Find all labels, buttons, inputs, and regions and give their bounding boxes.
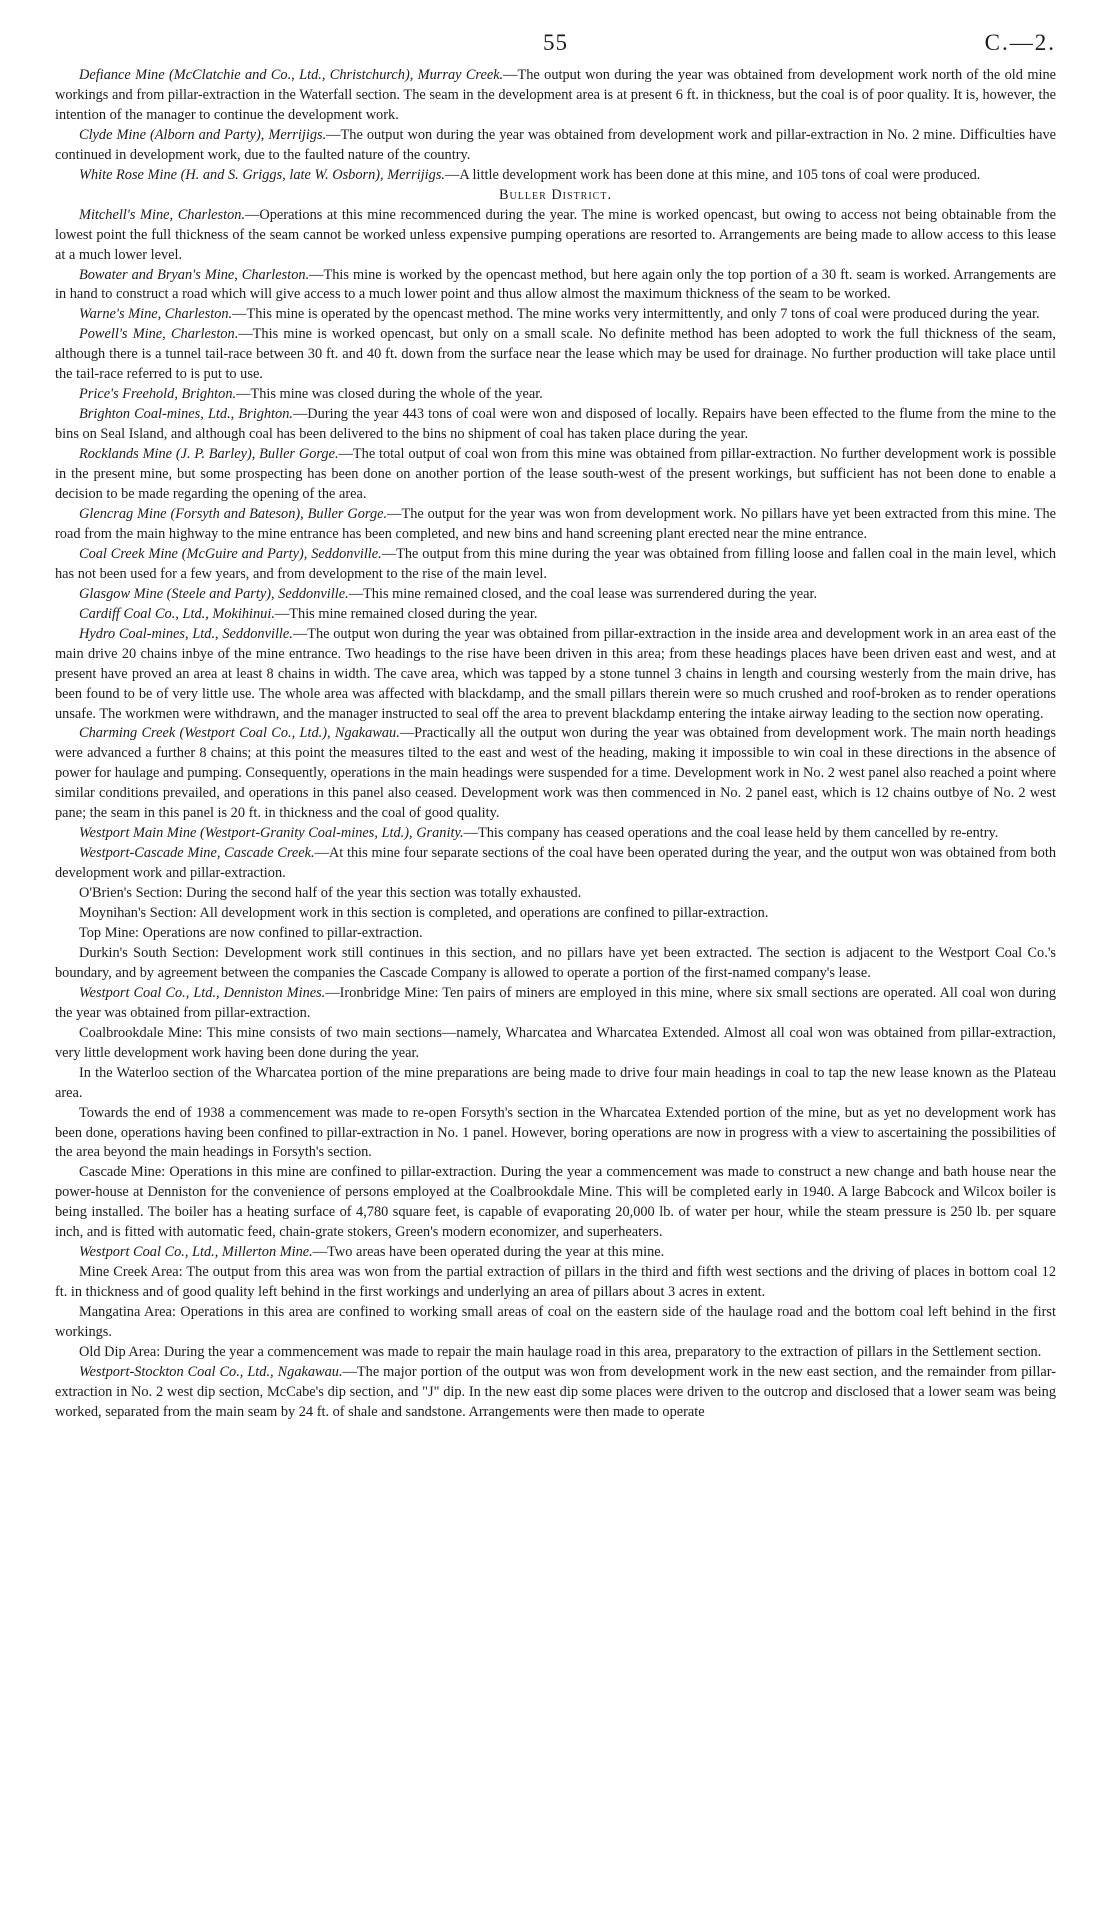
paragraph-text: —This mine remained closed, and the coal lease was surrendered during the year. — [348, 585, 818, 602]
paragraph-text: —This mine was closed during the whole of the year. — [236, 386, 543, 403]
paragraph — [55, 844, 1056, 884]
paragraph-title: Brighton Coal-mines, Ltd., Brighton. — [79, 406, 293, 423]
paragraph-text: O'Brien's Section: During the second half of the year this section was totally exhausted. — [79, 885, 582, 902]
paragraph-text: —This mine is operated by the opencast method. The mine works very intermittently, and only 7 tons of coal were produced during the year. — [232, 306, 1040, 323]
paragraph — [55, 126, 1056, 166]
paragraph-title: Rocklands Mine (J. P. Barley), Buller Gorge. — [79, 446, 339, 463]
paragraph-text: Towards the end of 1938 a commencement was made to re-open Forsyth's section in the Wharcatea Extended portion of the mine, but as yet no development work has been done, operations having been confined to pillar-extraction in No. 1 panel. However, boring operations are now in progress with a view to ascertaining the possibilities of the area beyond the main headings in Forsyth's section. — [55, 1104, 1056, 1161]
paragraph — [55, 66, 1056, 126]
paragraph-title: Clyde Mine (Alborn and Party), Merrijigs. — [79, 126, 327, 143]
paragraph-text: —This company has ceased operations and the coal lease held by them cancelled by re-entry. — [463, 825, 999, 842]
paragraph — [55, 206, 1056, 266]
paragraph — [55, 824, 1056, 844]
paragraph-text: —The output from this mine during the year was obtained from filling loose and fallen coal in the main level, which has not been used for a few years, and from development to the rise of the main level. — [55, 545, 1056, 582]
paragraph — [55, 1163, 1056, 1243]
paragraph — [55, 585, 1056, 605]
paragraph — [55, 924, 1056, 944]
paragraph-text: Mangatina Area: Operations in this area are confined to working small areas of coal on the eastern side of the haulage road and the bottom coal left behind in the first workings. — [55, 1304, 1056, 1341]
paragraph — [55, 1263, 1056, 1303]
section-heading: Buller District. — [498, 186, 613, 203]
paragraph-title: Westport Coal Co., Ltd., Millerton Mine. — [79, 1244, 313, 1261]
paragraph-title: Westport Main Mine (Westport-Granity Coal-mines, Ltd.), Granity. — [79, 825, 464, 842]
paragraph-text: —Operations at this mine recommenced during the year. The mine is worked opencast, but owing to access not being obtainable from the lowest point the full thickness of the seam cannot be worked unless expensive pumping operations are resorted to. Arrangements are being made to allow access to this lease at a much lower level. — [55, 206, 1056, 263]
paragraph-text: —This mine is worked opencast, but only on a small scale. No definite method has been adopted to work the full thickness of the seam, although there is a tunnel tail-race between 30 ft. and 40 ft. down from the surface near the lease which may be used for drainage. No further production will take place until the tail-race referred to is put to use. — [55, 326, 1057, 383]
paragraph-title: Charming Creek (Westport Coal Co., Ltd.), Ngakawau. — [79, 725, 400, 742]
paragraph-text: Coalbrookdale Mine: This mine consists of two main sections—namely, Wharcatea and Wharcatea Extended. Almost all coal won was obtained from pillar-extraction, very little development work having been done during the year. — [55, 1024, 1056, 1061]
paragraph — [55, 445, 1056, 505]
paragraph — [55, 944, 1056, 984]
paragraph-title: Coal Creek Mine (McGuire and Party), Seddonville. — [79, 545, 382, 562]
paragraph-text: —The output won during the year was obtained from development work north of the old mine workings and from pillar-extraction in the Waterfall section. The seam in the development area is at present 6 ft. in thickness, but the coal is of poor quality. It is, however, the intention of the manager to continue the development work. — [55, 67, 1057, 123]
paragraph-text: —During the year 443 tons of coal were won and disposed of locally. Repairs have been effected to the flume from the mine to the bins on Seal Island, and although coal has been delivered to the bins no shipment of coal has taken place during the year. — [55, 406, 1056, 443]
paragraph — [55, 166, 1056, 186]
paragraph-text: —The total output of coal won from this mine was obtained from pillar-extraction. No further development work is possible in the present mine, but some prospecting has been done on another portion of the lease south-west of the present workings, but sufficient has not been done to enable a decision to be made regarding the opening of the area. — [55, 446, 1056, 503]
paragraph-title: Hydro Coal-mines, Ltd., Seddonville. — [79, 625, 293, 642]
paragraph-text: Cascade Mine: Operations in this mine are confined to pillar-extraction. During the year a commencement was made to construct a new change and bath house near the power-house at Denniston for the convenience of persons employed at the Coalbrookdale Mine. This will be completed early in 1940. A large Babcock and Wilcox boiler is being installed. The boiler has a heating surface of 4,780 square feet, is capable of evaporating 20,000 lb. of water per hour, while the steam pressure is 250 lb. per square inch, and is fitted with automatic feed, chain-grate stokers, Green's modern economizer, and superheaters. — [55, 1164, 1056, 1241]
paragraph-text: Moynihan's Section: All development work in this section is completed, and operations are confined to pillar-extraction. — [79, 905, 769, 922]
paragraph — [55, 545, 1056, 585]
paragraph-title: White Rose Mine (H. and S. Griggs, late W. Osborn), Merrijigs. — [79, 166, 446, 183]
body-text — [55, 66, 1056, 1423]
paragraph-text: —Two areas have been operated during the year at this mine. — [312, 1244, 665, 1261]
page-header — [55, 30, 1056, 66]
paragraph-title: Cardiff Coal Co., Ltd., Mokihinui. — [79, 605, 275, 622]
paragraph — [55, 1243, 1056, 1263]
paragraph — [55, 1343, 1056, 1363]
paragraph-text: —A little development work has been done at this mine, and 105 tons of coal were produced. — [445, 166, 981, 183]
paragraph-text: —This mine is worked by the opencast method, but here again only the top portion of a 30 ft. seam is worked. Arrangements are in hand to construct a road which will give access to a much lower point and thus allow almost the maximum thickness of the seam to be worked. — [55, 266, 1056, 303]
paragraph-text: —The major portion of the output was won from development work in the new east section, and the remainder from pillar-extraction in No. 2 west dip section, McCabe's dip section, and "J" dip. In the new east dip some places were driven to the outcrop and disclosed that a lower seam was being worked, separated from the main seam by 24 ft. of shale and sandstone. Arrangements were then made to operate — [55, 1363, 1056, 1420]
paragraph — [55, 1363, 1056, 1423]
paragraph — [55, 884, 1056, 904]
paragraph — [55, 1024, 1056, 1064]
paragraph-title: Mitchell's Mine, Charleston. — [79, 206, 246, 223]
paragraph-title: Glasgow Mine (Steele and Party), Seddonville. — [79, 585, 349, 602]
paragraph-text: —At this mine four separate sections of the coal have been operated during the year, and the output won was obtained from both development work and pillar-extraction. — [55, 845, 1056, 882]
paragraph — [55, 984, 1056, 1024]
paragraph — [55, 266, 1056, 306]
paragraph-text: In the Waterloo section of the Wharcatea portion of the mine preparations are being made to drive four main headings in coal to tap the new lease known as the Plateau area. — [55, 1064, 1056, 1101]
paragraph-title: Price's Freehold, Brighton. — [79, 386, 237, 403]
paragraph — [55, 1064, 1056, 1104]
paragraph-text: —Practically all the output won during the year was obtained from development work. The main north headings were advanced a further 8 chains; at this point the measures tilted to the east and west of the heading, making it impossible to win coal in these directions in the absence of power for haulage and pumping. Consequently, operations in the main headings were suspended for a time. Development work in No. 2 west panel also reached a point where similar conditions prevailed, and operations in this panel also ceased. Development work was then commenced in No. 2 panel east, which is 12 chains outbye of No. 2 west pane; the seam in this panel is 20 ft. in thickness and the coal of good quality. — [55, 725, 1056, 822]
paragraph-title: Westport-Cascade Mine, Cascade Creek. — [79, 845, 315, 862]
paragraph — [55, 305, 1056, 325]
paragraph — [55, 325, 1056, 385]
paragraph-title: Westport-Stockton Coal Co., Ltd., Ngakawau. — [79, 1363, 343, 1380]
paragraph — [55, 405, 1056, 445]
paragraph — [55, 505, 1056, 545]
paragraph — [55, 724, 1056, 824]
paragraph-title: Defiance Mine (McClatchie and Co., Ltd., Christchurch), Murray Creek. — [79, 67, 504, 83]
paragraph-text: —The output won during the year was obtained from development work and pillar-extraction in No. 2 mine. Difficulties have continued in development work, due to the faulted nature of the country. — [55, 126, 1056, 163]
paragraph — [55, 1303, 1056, 1343]
paragraph — [55, 1104, 1056, 1164]
paragraph-text: —The output won during the year was obtained from pillar-extraction in the inside area and development work in an area east of the main drive 20 chains inbye of the mine entrance. Two headings to the rise have been driven in this area; from these headings places have been driven east and west, and at present have proved an area at least 8 chains in width. The cave area, which was tapped by a stone tunnel 3 chains in length and coursing westerly from the main drive, has been found to be of very little use. The whole area was affected with blackdamp, and the small pillars therein were so much crushed and roof-broken as to render operations unsafe. The workmen were withdrawn, and the manager instructed to seal off the area to prevent blackdamp entering the intake airway leading to the section now operating. — [55, 625, 1056, 722]
paragraph-text: —The output for the year was won from development work. No pillars have yet been extracted from this mine. The road from the main highway to the mine entrance has been completed, and new bins and hand screening plant erected near the mine entrance. — [55, 505, 1056, 542]
paragraph-title: Westport Coal Co., Ltd., Denniston Mines. — [79, 984, 326, 1001]
paragraph-text: Mine Creek Area: The output from this area was won from the partial extraction of pillars in the third and fifth west sections and the driving of places in bottom coal 12 ft. in thickness and of good quality left behind in the first workings and underlying an area of pillars about 3 acres in extent. — [55, 1264, 1056, 1301]
paragraph-text: Durkin's South Section: Development work still continues in this section, and no pillars have yet been extracted. The section is adjacent to the Westport Coal Co.'s boundary, and by agreement between the companies the Cascade Company is allowed to operate a portion of the first-named company's lease. — [55, 944, 1056, 981]
page-reference: C.—2. — [984, 30, 1056, 55]
paragraph — [55, 625, 1056, 725]
paragraph-title: Bowater and Bryan's Mine, Charleston. — [79, 266, 310, 283]
paragraph-text: —This mine remained closed during the year. — [274, 605, 538, 622]
page-number: 55 — [543, 30, 568, 55]
paragraph-text: —Ironbridge Mine: Ten pairs of miners are employed in this mine, where six small sections are operated. All coal won during the year was obtained from pillar-extraction. — [55, 984, 1056, 1021]
paragraph-title: Powell's Mine, Charleston. — [79, 326, 239, 343]
paragraph-text: Old Dip Area: During the year a commencement was made to repair the main haulage road in this area, preparatory to the extraction of pillars in the Settlement section. — [79, 1344, 1042, 1360]
paragraph-text: Top Mine: Operations are now confined to pillar-extraction. — [79, 924, 423, 941]
paragraph — [55, 605, 1056, 625]
paragraph-title: Glencrag Mine (Forsyth and Bateson), Buller Gorge. — [79, 505, 388, 522]
paragraph — [55, 385, 1056, 405]
paragraph-title: Warne's Mine, Charleston. — [79, 306, 233, 323]
paragraph — [55, 904, 1056, 924]
